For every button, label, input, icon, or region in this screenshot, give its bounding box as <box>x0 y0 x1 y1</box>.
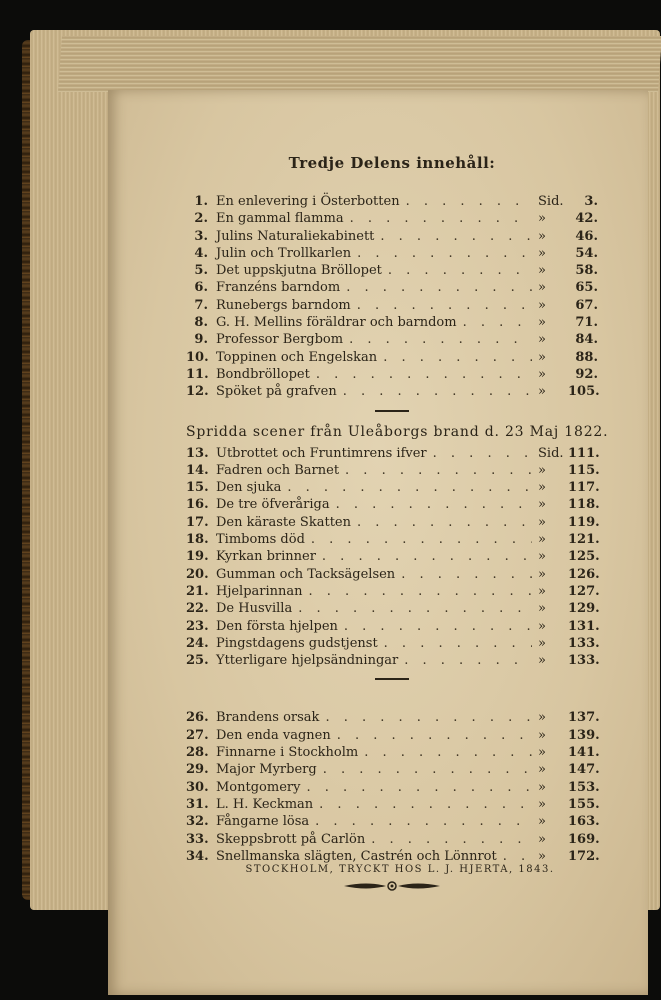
entry-page: 105. <box>568 384 600 400</box>
entry-ref: » <box>538 779 546 795</box>
entry-ref: » <box>538 384 546 400</box>
entry-title: De tre öfveråriga <box>216 497 330 513</box>
entry-ref: » <box>538 831 546 847</box>
entry-number: 6. <box>194 280 208 296</box>
entry-ref: » <box>538 601 546 617</box>
toc-entry <box>186 315 598 332</box>
toc-entry <box>186 728 598 745</box>
toc-entry <box>186 814 598 831</box>
entry-number: 30. <box>186 779 209 795</box>
entry-number: 7. <box>194 297 208 313</box>
entry-title: G. H. Mellins föräldrar och barndom <box>216 315 457 331</box>
entry-number: 15. <box>186 480 209 496</box>
entry-ref: Sid. <box>538 445 564 461</box>
toc-entry <box>186 246 598 263</box>
dot-leader <box>322 549 532 564</box>
entry-title: Montgomery <box>216 779 301 795</box>
toc-entry <box>186 298 598 315</box>
toc-entry <box>186 832 598 849</box>
entry-ref: » <box>538 280 546 296</box>
toc-entry <box>186 384 598 401</box>
dot-leader <box>371 832 532 847</box>
entry-page: 71. <box>575 315 598 331</box>
entry-page: 58. <box>575 263 598 279</box>
entry-ref: » <box>538 297 546 313</box>
entry-ref: » <box>538 848 546 864</box>
entry-page: 169. <box>568 831 600 847</box>
toc-entry <box>186 229 598 246</box>
entry-ref: » <box>538 532 546 548</box>
dot-leader <box>345 463 532 478</box>
entry-number: 13. <box>186 445 209 461</box>
toc-entry <box>186 463 598 480</box>
entry-page: 125. <box>568 549 600 565</box>
page-edges <box>58 36 661 92</box>
entry-number: 8. <box>194 315 208 331</box>
dot-leader <box>287 480 532 495</box>
toc-entry <box>186 280 598 297</box>
toc-entry <box>186 480 598 497</box>
entry-title: L. H. Keckman <box>216 796 314 812</box>
entry-title: Franzéns barndom <box>216 280 341 296</box>
toc-entry <box>186 332 598 349</box>
entry-ref: » <box>538 315 546 331</box>
toc-entry <box>186 211 598 228</box>
entry-page: 115. <box>568 462 600 478</box>
entry-number: 11. <box>186 366 209 382</box>
entry-title: Runebergs barndom <box>216 297 351 313</box>
entry-title: Fångarne lösa <box>216 814 310 830</box>
entry-page: 129. <box>568 601 600 617</box>
entry-title: Bondbröllopet <box>216 366 310 382</box>
entry-number: 22. <box>186 601 209 617</box>
entry-title: Hjelparinnan <box>216 583 303 599</box>
entry-number: 19. <box>186 549 209 565</box>
dot-leader <box>350 211 532 226</box>
entry-number: 29. <box>186 762 209 778</box>
dot-leader <box>306 780 532 795</box>
entry-ref: » <box>538 796 546 812</box>
toc-entry <box>186 762 598 779</box>
entry-number: 18. <box>186 532 209 548</box>
entry-number: 31. <box>186 796 209 812</box>
entry-number: 17. <box>186 514 209 530</box>
entry-ref: » <box>538 710 546 726</box>
entry-title: Professor Bergbom <box>216 332 344 348</box>
dot-leader <box>309 584 532 599</box>
entry-title: Brandens orsak <box>216 710 320 726</box>
entry-number: 21. <box>186 583 209 599</box>
entry-title: Den käraste Skatten <box>216 514 351 530</box>
entry-number: 32. <box>186 814 209 830</box>
entry-page: 139. <box>568 727 600 743</box>
dot-leader <box>298 601 532 616</box>
entry-title: Snellmanska slägten, Castrén och Lönnrot <box>216 848 497 864</box>
entry-number: 26. <box>186 710 209 726</box>
entry-ref: » <box>538 211 546 227</box>
table-of-contents <box>186 150 609 892</box>
entry-page: 46. <box>575 228 598 244</box>
entry-page: 65. <box>575 280 598 296</box>
entry-title: Ytterligare hjelpsändningar <box>216 653 399 669</box>
entry-number: 10. <box>186 349 209 365</box>
entry-ref: » <box>538 618 546 634</box>
entry-page: 42. <box>575 211 598 227</box>
section-heading: Spridda scener från Uleåborgs brand d. 23 Maj 1822. <box>186 423 609 440</box>
entry-ref: » <box>538 480 546 496</box>
toc-title: Tredje Delens innehåll: <box>288 154 496 172</box>
dot-leader <box>384 636 532 651</box>
entry-page: 92. <box>575 366 598 382</box>
toc-entry <box>186 780 598 797</box>
entry-title: En enlevering i Österbotten <box>216 194 400 209</box>
entry-number: 4. <box>194 245 208 261</box>
entry-number: 12. <box>186 384 209 400</box>
entry-number: 16. <box>186 497 209 513</box>
entry-title: Den första hjelpen <box>216 618 338 634</box>
dot-leader <box>336 497 532 512</box>
entry-number: 23. <box>186 618 209 634</box>
imprint: STOCKHOLM, TRYCKT HOS L. J. HJERTA, 1843. <box>245 864 555 875</box>
divider-rule <box>375 678 409 680</box>
entry-ref: » <box>538 635 546 651</box>
entry-title: Timboms död <box>216 532 305 548</box>
entry-page: 137. <box>568 710 600 726</box>
entry-number: 20. <box>186 566 209 582</box>
entry-ref: » <box>538 727 546 743</box>
entry-ref: » <box>538 349 546 365</box>
dot-leader <box>343 384 532 399</box>
entry-number: 27. <box>186 727 209 743</box>
dot-leader <box>346 280 532 295</box>
entry-ref: » <box>538 228 546 244</box>
entry-page: 67. <box>575 297 598 313</box>
dot-leader <box>404 653 532 668</box>
entry-page: 118. <box>568 497 600 513</box>
toc-entry <box>186 653 598 670</box>
dot-leader <box>349 332 532 347</box>
toc-entry <box>186 350 598 367</box>
entry-ref: » <box>538 366 546 382</box>
entry-page: 54. <box>575 245 598 261</box>
entry-page: 131. <box>568 618 600 634</box>
toc-section-3 <box>186 710 598 866</box>
entry-page: 119. <box>568 514 600 530</box>
entry-ref: » <box>538 332 546 348</box>
entry-number: 34. <box>186 848 209 864</box>
entry-title: Toppinen och Engelskan <box>216 349 378 365</box>
entry-page: 117. <box>568 480 600 496</box>
toc-entry <box>186 515 598 532</box>
entry-title: Julin och Trollkarlen <box>216 245 352 261</box>
entry-page: 111. <box>568 445 600 461</box>
entry-ref: » <box>538 566 546 582</box>
dot-leader <box>357 246 532 261</box>
toc-entry <box>186 797 598 814</box>
entry-title: Julins Naturaliekabinett <box>216 228 375 244</box>
dot-leader <box>315 814 532 829</box>
entry-title: Finnarne i Stockholm <box>216 745 359 761</box>
dot-leader <box>433 446 532 461</box>
dot-leader <box>503 849 532 864</box>
entry-page: 163. <box>568 814 600 830</box>
entry-number: 25. <box>186 653 209 669</box>
dot-leader <box>463 315 532 330</box>
entry-title: De Husvilla <box>216 601 293 617</box>
entry-number: 2. <box>194 211 208 227</box>
entry-page: 133. <box>568 635 600 651</box>
dot-leader <box>380 229 532 244</box>
entry-title: En gammal flamma <box>216 211 344 227</box>
dot-leader <box>325 710 532 725</box>
dot-leader <box>316 367 532 382</box>
entry-title: Kyrkan brinner <box>216 549 316 565</box>
toc-section-1 <box>186 194 598 402</box>
toc-entry <box>186 567 598 584</box>
entry-ref: » <box>538 462 546 478</box>
entry-title: Skeppsbrott på Carlön <box>216 831 366 847</box>
toc-entry <box>186 584 598 601</box>
toc-entry <box>186 745 598 762</box>
entry-page: 141. <box>568 745 600 761</box>
entry-page: 147. <box>568 762 600 778</box>
ornament-icon <box>342 880 442 892</box>
entry-ref: » <box>538 762 546 778</box>
dot-leader <box>406 194 532 209</box>
dot-leader <box>388 263 532 278</box>
dot-leader <box>401 567 532 582</box>
entry-ref: » <box>538 263 546 279</box>
toc-entry <box>186 601 598 618</box>
entry-ref: » <box>538 814 546 830</box>
entry-page: 153. <box>568 779 600 795</box>
entry-ref: Sid. <box>538 194 564 209</box>
entry-page: 172. <box>568 848 600 864</box>
dot-leader <box>323 762 532 777</box>
entry-number: 14. <box>186 462 209 478</box>
entry-page: 155. <box>568 796 600 812</box>
toc-section-2 <box>186 446 598 671</box>
entry-page: 121. <box>568 532 600 548</box>
entry-page: 3. <box>584 194 598 209</box>
dot-leader <box>319 797 532 812</box>
entry-number: 28. <box>186 745 209 761</box>
entry-title: Det uppskjutna Bröllopet <box>216 263 382 279</box>
entry-number: 3. <box>194 228 208 244</box>
entry-ref: » <box>538 653 546 669</box>
entry-number: 33. <box>186 831 209 847</box>
toc-entry <box>186 636 598 653</box>
dot-leader <box>357 515 532 530</box>
dot-leader <box>383 350 532 365</box>
entry-page: 127. <box>568 583 600 599</box>
entry-title: Den sjuka <box>216 480 282 496</box>
toc-entry <box>186 497 598 514</box>
toc-entry <box>186 532 598 549</box>
toc-entry <box>186 710 598 727</box>
entry-number: 5. <box>194 263 208 279</box>
entry-page: 126. <box>568 566 600 582</box>
dot-leader <box>311 532 532 547</box>
entry-title: Fadren och Barnet <box>216 462 340 478</box>
dot-leader <box>337 728 532 743</box>
entry-title: Utbrottet och Fruntimrens ifver <box>216 445 427 461</box>
entry-ref: » <box>538 514 546 530</box>
toc-entry <box>186 367 598 384</box>
entry-page: 133. <box>568 653 600 669</box>
entry-ref: » <box>538 745 546 761</box>
toc-entry <box>186 619 598 636</box>
entry-title: Major Myrberg <box>216 762 317 778</box>
entry-ref: » <box>538 583 546 599</box>
entry-ref: » <box>538 245 546 261</box>
toc-entry <box>186 194 598 211</box>
entry-ref: » <box>538 497 546 513</box>
dot-leader <box>357 298 532 313</box>
toc-entry <box>186 446 598 463</box>
entry-number: 1. <box>194 194 208 209</box>
entry-title: Den enda vagnen <box>216 727 331 743</box>
dot-leader <box>344 619 532 634</box>
dot-leader <box>364 745 532 760</box>
entry-title: Pingstdagens gudstjenst <box>216 635 378 651</box>
entry-page: 88. <box>575 349 598 365</box>
entry-ref: » <box>538 549 546 565</box>
entry-title: Spöket på grafven <box>216 384 337 400</box>
toc-entry <box>186 549 598 566</box>
entry-title: Gumman och Tacksägelsen <box>216 566 396 582</box>
toc-entry <box>186 263 598 280</box>
divider-rule <box>375 410 409 412</box>
entry-page: 84. <box>575 332 598 348</box>
entry-number: 9. <box>194 332 208 348</box>
entry-number: 24. <box>186 635 209 651</box>
